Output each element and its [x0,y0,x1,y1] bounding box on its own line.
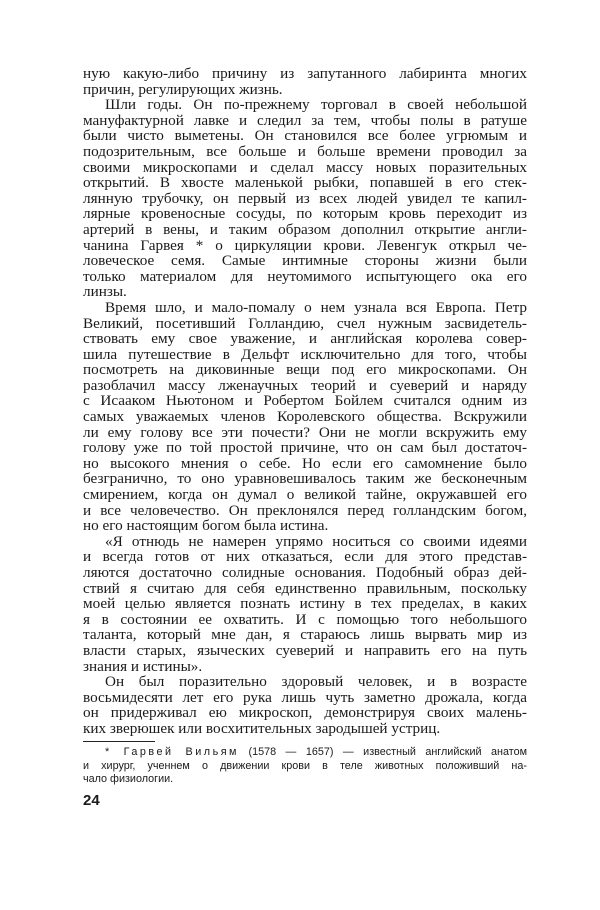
text-line: ную какую-либо причину из запутанного лабиринта многих [83,65,527,82]
text-line: самых уважаемых членов Королевского общества. Вскружили [83,408,527,426]
text-line: ствий я считаю для себя единственно правильным, поскольку [83,579,527,597]
text-line: разоблачил массу лженаучных теорий и суеверий и наряду [83,376,527,394]
text-line: артерий в вены, и таким образом дополнил открытие англи- [83,220,527,238]
text-line: но высокого мнения о себе. Но если его самомнение было [83,454,527,472]
paragraph [83,534,527,674]
paragraph [83,300,527,534]
text-line: «Я отнюдь не намерен упрямо носиться со своими идеями [105,532,527,550]
text-line: с Исааком Ньютоном и Робертом Бойлем считался одним из [83,392,527,410]
text-line: он придерживал ею микроскоп, демонстрируя своих малень- [83,704,527,722]
text-line: лярные кровеносные сосуды, по которым кровь переходит из [83,205,527,223]
text-line: восьмидесяти лет его рука лишь чуть заметно дрожала, когда [83,688,527,706]
text-line: и все человечество. Он преклонялся перед голландским богом, [83,501,527,519]
footnote [83,746,527,787]
text-line: своими микроскопами и сделал массу новых поразительных [83,158,527,176]
text-line: ствовать ему свое уважение, и английская королева совер- [83,330,527,348]
text-line: смирением, когда он думал о великой тайне, окружавшей его [83,486,527,504]
text-line: Великий, посетивший Голландию, счел нужным засвидетель- [83,314,527,332]
footnote-line [83,746,527,760]
footnote-text: (1578 — 1657) — известный английский анатом [248,746,528,758]
text-line: ли ему голову все эти почести? Они не могли вскружить ему [83,423,527,441]
text-line: я в состоянии ее охватить. И с помощью того небольшого [83,610,527,628]
text-line: моей целью является познать истину в тех пределах, в каких [83,595,527,613]
text-line: шила путешествие в Дельфт исключительно для того, чтобы [83,345,527,363]
text-line: знания и истины». [83,657,203,675]
text-line: подозрительным, все больше и больше времени проводил за [83,142,527,160]
paragraph [83,97,527,300]
text-line: линзы. [83,283,127,301]
paragraph [83,674,527,736]
text-line: посмотреть на диковинные вещи под его микроскопами. Он [83,361,527,379]
text-line: были чисто выметены. Он становился все более угрюмым и [83,127,527,145]
text-line: только материалом для неутомимого испытующего ока его [83,267,527,285]
text-line: голову уже по той простой причине, что он сам был достаточ- [83,439,527,457]
footnote-name: * Гарвей Вильям [105,746,239,758]
text-line: лянную трубочку, он первый из всех людей увидел те капил- [83,189,527,207]
text-line: ловеческое семя. Самые интимные стороны жизни были [83,252,527,270]
text-line: чанина Гарвея * о циркуляции крови. Левенгук открыл че- [83,236,527,254]
body-text [83,66,527,737]
text-line: причин, регулирующих жизнь. [83,80,283,98]
text-line: ких зверюшек или восхитительных зародышей устриц. [83,719,441,737]
text-line: мануфактурной лавке и следил за тем, чтобы полы в ратуше [83,111,527,129]
page-number: 24 [83,792,100,809]
text-line: ляются достаточно солидные основания. Подобный образ дей- [83,564,527,581]
text-line: безгранично, то оно уравновешивалось таким же бесконечным [83,470,527,488]
footnote-line: чало физиологии. [83,773,174,786]
footnote-line: и хирург, ученнем о движении крови в теле животных положивший на- [83,759,527,772]
text-line: Шли годы. Он по-прежнему торговал в своей небольшой [105,96,527,114]
text-line: открытий. В хвосте маленькой рыбки, попавшей в его стек- [83,174,527,192]
text-line: власти старых, языческих суеверий и направить его на путь [83,641,527,659]
paragraph [83,66,527,97]
footnote-divider [83,741,155,742]
text-line: Время шло, и мало-помалу о нем узнала вся Европа. Петр [105,298,527,316]
text-line: Он был поразительно здоровый человек, и в возрасте [105,673,527,691]
text-line: но его настоящим богом была истина. [83,517,329,535]
text-line: и всегда готов от них отказаться, если для этого представ- [83,548,527,566]
text-line: таланта, который мне дан, я стараюсь лишь вырвать мир из [83,626,527,644]
